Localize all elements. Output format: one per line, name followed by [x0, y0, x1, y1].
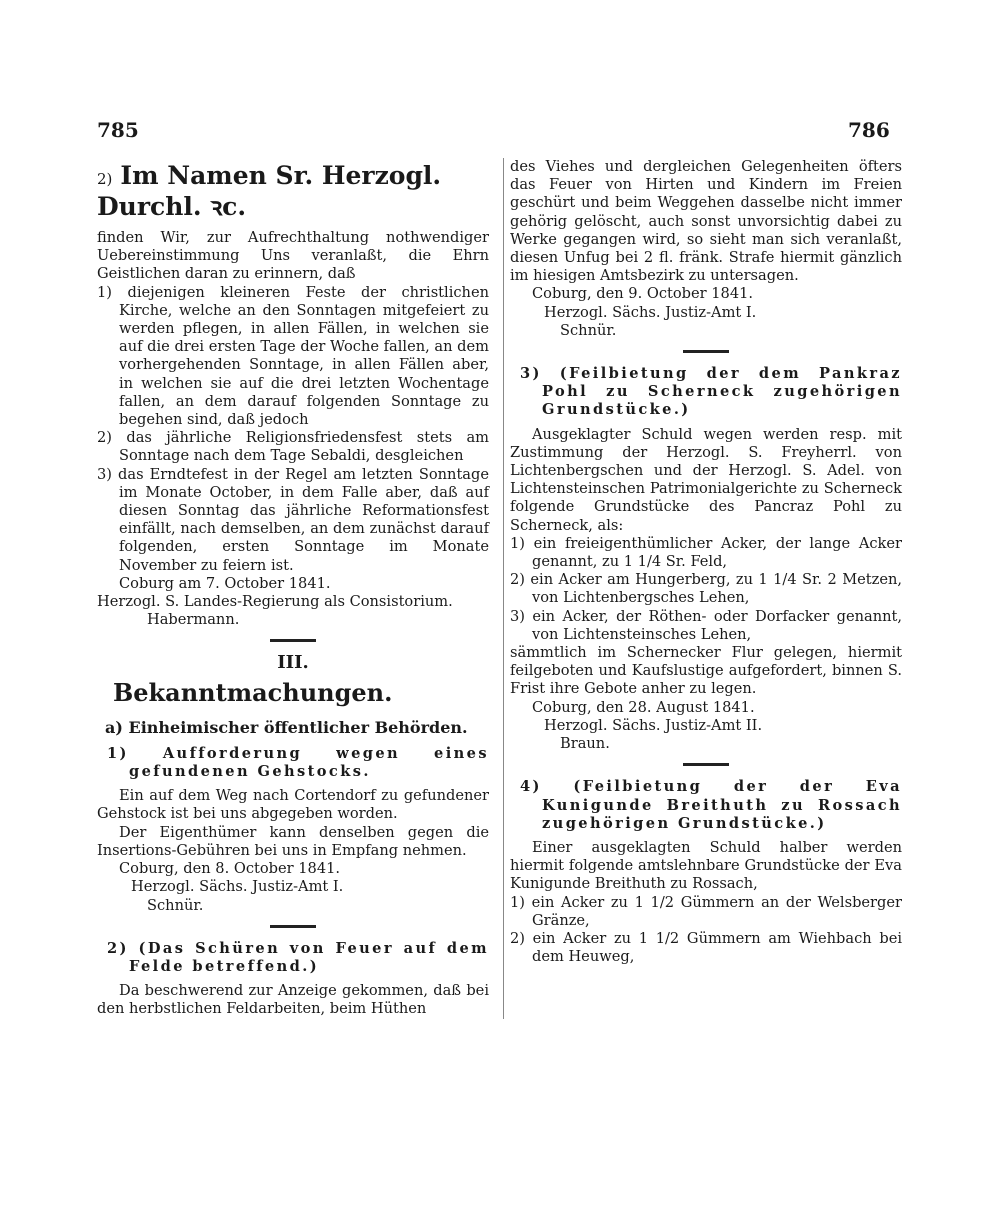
- notice-1-body-1: Ein auf dem Weg nach Cortendorf zu gefundener Gehstock ist bei uns abgegeben worden.: [97, 787, 489, 823]
- decree-heading-number: 2): [97, 170, 113, 188]
- notice-1-body-2: Der Eigenthümer kann denselben gegen die Insertions-Gebühren bei uns in Empfang nehmen.: [97, 823, 489, 859]
- notice-3-item-3: 3) ein Acker, der Röthen- oder Dorfacker genannt, von Lichtensteinsches Lehen,: [510, 607, 902, 643]
- notice-1-signer: Schnür.: [147, 896, 204, 914]
- subsection-title: a) Einheimischer öffentlicher Behörden.: [105, 717, 468, 737]
- decree-item-3: 3) das Erndtefest in der Regel am letzten Sonntage im Monate October, in dem Falle aber, daß auf diesen Sonntag das jährliche Reformationsfest einfällt, nach demselben, an dem zunächst darauf folgenden, ersten Sonntage im Monate November zu feiern ist.: [97, 465, 489, 574]
- decree-intro: finden Wir, zur Aufrechthaltung nothwendiger Uebereinstimmung Uns veranlaßt, die Ehrn Geistlichen daran zu erinnern, daß: [97, 229, 489, 283]
- notice-2-signer: Schnür.: [560, 321, 617, 339]
- divider-rule: [683, 763, 729, 766]
- section-number: III.: [277, 652, 309, 674]
- decree-heading-text: Im Namen Sr. Herzogl. Durchl. ꝛc.: [97, 161, 442, 221]
- divider-rule: [683, 350, 729, 353]
- divider-rule: [270, 639, 316, 642]
- decree-authority: Herzogl. S. Landes-Regierung als Consistorium.: [97, 593, 453, 611]
- page-number-left: 785: [97, 118, 139, 142]
- notice-2-date: Coburg, den 9. October 1841.: [532, 285, 754, 303]
- notice-3-date: Coburg, den 28. August 1841.: [532, 698, 755, 716]
- right-column: [510, 158, 902, 966]
- notice-3-item-2: 2) ein Acker am Hungerberg, zu 1 1/4 Sr. 2 Metzen, von Lichtenbergsches Lehen,: [510, 571, 902, 607]
- divider-rule: [270, 925, 316, 928]
- notice-4-intro: Einer ausgeklagten Schuld halber werden hiermit folgende amtslehnbare Grundstücke der Eva Kunigunde Breithuth zu Rossach,: [510, 838, 902, 893]
- left-column: [97, 158, 504, 1019]
- notice-4-item-1: 1) ein Acker zu 1 1/2 Gümmern an der Welsberger Gränze,: [510, 893, 902, 929]
- notice-3-outro: sämmtlich im Schernecker Flur gelegen, hiermit feilgeboten und Kaufslustige aufgefordert, binnen S. Frist ihre Gebote anher zu legen.: [510, 644, 902, 698]
- notice-2-body: Da beschwerend zur Anzeige gekommen, daß bei den herbstlichen Feldarbeiten, beim Hüthen: [97, 982, 489, 1018]
- notice-1-title: 1) Aufforderung wegen eines gefundenen Gehstocks.: [107, 744, 489, 781]
- decree-heading: [97, 162, 489, 221]
- notice-3-intro: Ausgeklagter Schuld wegen werden resp. mit Zustimmung der Herzogl. S. Freyherrl. von Lichtenbergschen und der Herzogl. S. Adel. von Lichtensteinschen Patrimonialgerichte zu Scherneck folgende Grundstücke des Pancraz Pohl zu Scherneck, als:: [510, 425, 902, 534]
- notice-3-item-1: 1) ein freieigenthümlicher Acker, der lange Acker genannt, zu 1 1/4 Sr. Feld,: [510, 534, 902, 571]
- decree-date: Coburg am 7. October 1841.: [119, 574, 331, 592]
- notice-1-authority: Herzogl. Sächs. Justiz-Amt I.: [131, 878, 344, 896]
- notice-1-date: Coburg, den 8. October 1841.: [119, 860, 341, 878]
- decree-item-2: 2) das jährliche Religionsfriedensfest stets am Sonntage nach dem Tage Sebaldi, desgleichen: [97, 429, 489, 465]
- notice-2-title: 2) (Das Schüren von Feuer auf dem Felde betreffend.): [107, 939, 489, 975]
- notice-3-title: 3) (Feilbietung der dem Pankraz Pohl zu Scherneck zugehörigen Grundstücke.): [520, 365, 902, 419]
- notice-4-item-2: 2) ein Acker zu 1 1/2 Gümmern am Wiehbach bei dem Heuweg,: [510, 929, 902, 966]
- notice-4-title: 4) (Feilbietung der der Eva Kunigunde Breithuth zu Rossach zugehörigen Grundstücke.): [520, 778, 902, 832]
- decree-item-1: 1) diejenigen kleineren Feste der christlichen Kirche, welche an den Sonntagen mitgefeiert zu werden pflegen, in allen Fällen, in welchen sie auf die drei ersten Tage der Woche fallen, an dem vorhergehenden Sonntage, in allen Fällen aber, in welchen sie auf die drei letzten Wochentage fallen, an dem darauf folgenden Sonntage zu begehen sind, daß jedoch: [97, 283, 489, 429]
- page-number-right: 786: [848, 118, 890, 142]
- notice-2-authority: Herzogl. Sächs. Justiz-Amt I.: [544, 303, 757, 321]
- section-title: Bekanntmachungen.: [113, 677, 393, 707]
- notice-2-body-continued: des Viehes und dergleichen Gelegenheiten öfters das Feuer von Hirten und Kindern im Freien geschürt und beim Weggehen dasselbe nicht immer gehörig gelöscht, auch sonst unvorsichtig dabei zu Werke gegangen wird, so sieht man sich veranlaßt, diesen Unfug bei 2 fl. fränk. Strafe hiermit gänzlich im hiesigen Amtsbezirk zu untersagen.: [510, 158, 902, 285]
- notice-3-signer: Braun.: [560, 735, 610, 753]
- notice-3-authority: Herzogl. Sächs. Justiz-Amt II.: [544, 716, 763, 734]
- decree-signer: Habermann.: [147, 611, 240, 629]
